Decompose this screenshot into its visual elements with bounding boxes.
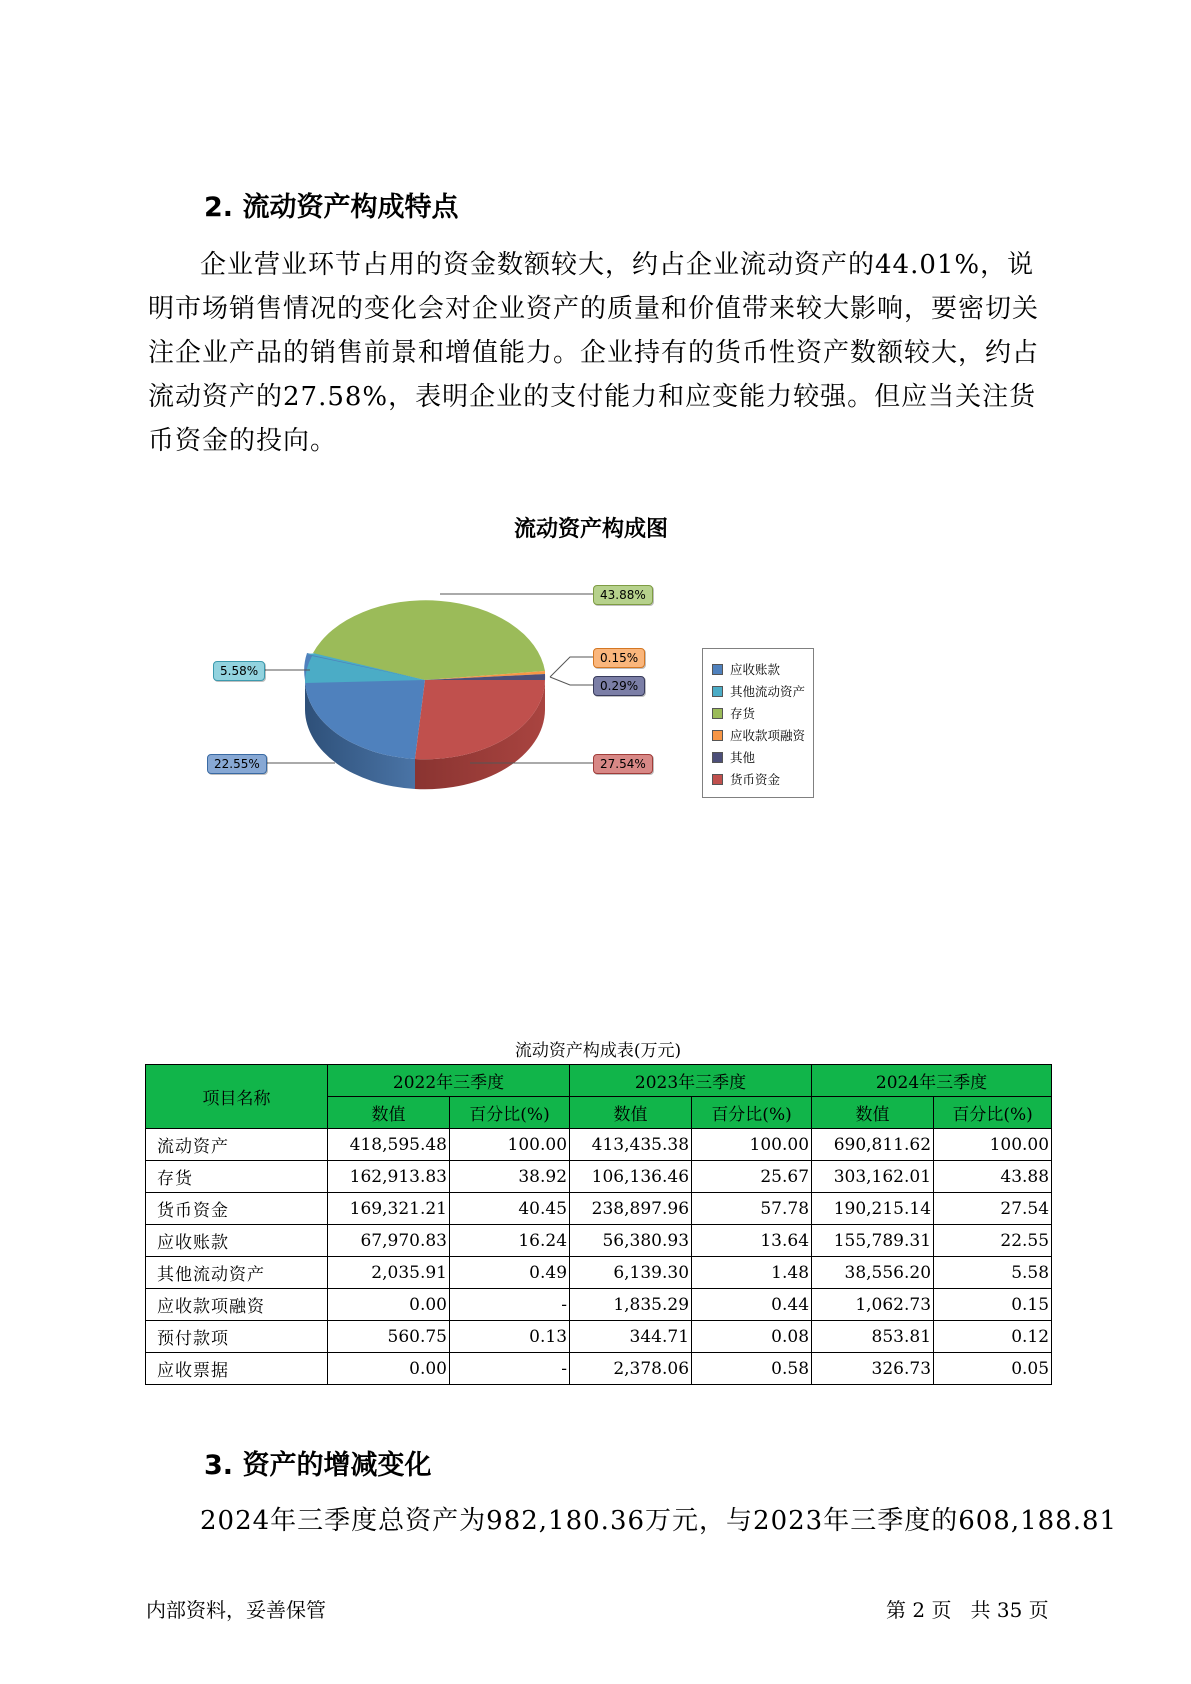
cell-percent: 27.54 <box>934 1193 1052 1225</box>
cell-percent: 100.00 <box>692 1129 812 1161</box>
table-row <box>146 1321 1052 1353</box>
cell-value: 0.00 <box>328 1353 450 1385</box>
data-label-receivables: 22.55% <box>207 754 267 774</box>
cell-percent: 5.58 <box>934 1257 1052 1289</box>
chart-legend <box>702 648 814 798</box>
page-number: 第 2 页 共 35 页 <box>886 1598 1049 1622</box>
legend-label: 存货 <box>730 706 756 721</box>
legend-item <box>712 768 813 790</box>
subheader-value: 数值 <box>812 1097 934 1129</box>
legend-label: 其他流动资产 <box>730 684 806 699</box>
cell-value: 155,789.31 <box>812 1225 934 1257</box>
row-name: 应收款项融资 <box>146 1289 328 1321</box>
row-name: 应收票据 <box>146 1353 328 1385</box>
cell-value: 560.75 <box>328 1321 450 1353</box>
cell-percent: 0.08 <box>692 1321 812 1353</box>
section-heading: 3. 资产的增减变化 <box>204 1450 432 1481</box>
legend-swatch <box>712 730 723 741</box>
row-name: 预付款项 <box>146 1321 328 1353</box>
cell-value: 238,897.96 <box>570 1193 692 1225</box>
cell-percent: 22.55 <box>934 1225 1052 1257</box>
cell-value: 106,136.46 <box>570 1161 692 1193</box>
chart-title: 流动资产构成图 <box>514 517 669 542</box>
table-row <box>146 1161 1052 1193</box>
header-period: 2023年三季度 <box>570 1065 812 1097</box>
data-label-other-current: 5.58% <box>213 661 265 681</box>
legend-item <box>712 724 813 746</box>
table-caption: 流动资产构成表(万元) <box>514 1041 682 1061</box>
cell-percent: - <box>450 1289 570 1321</box>
subheader-value: 数值 <box>328 1097 450 1129</box>
table-row <box>146 1193 1052 1225</box>
cell-value: 162,913.83 <box>328 1161 450 1193</box>
legend-swatch <box>712 774 723 785</box>
cell-percent: 57.78 <box>692 1193 812 1225</box>
cell-percent: 16.24 <box>450 1225 570 1257</box>
cell-percent: 100.00 <box>450 1129 570 1161</box>
table-row <box>146 1289 1052 1321</box>
subheader-value: 数值 <box>570 1097 692 1129</box>
section-heading: 2. 流动资产构成特点 <box>204 192 459 223</box>
data-label-financing: 0.15% <box>593 648 645 668</box>
header-period: 2022年三季度 <box>328 1065 570 1097</box>
legend-item <box>712 702 813 724</box>
cell-percent: 38.92 <box>450 1161 570 1193</box>
leader-line-others <box>550 677 595 685</box>
legend-label: 应收账款 <box>730 662 781 677</box>
cell-percent: 0.58 <box>692 1353 812 1385</box>
cell-value: 853.81 <box>812 1321 934 1353</box>
current-assets-table <box>145 1064 1052 1385</box>
row-name: 存货 <box>146 1161 328 1193</box>
cell-percent: 0.05 <box>934 1353 1052 1385</box>
cell-percent: 0.12 <box>934 1321 1052 1353</box>
cell-value: 38,556.20 <box>812 1257 934 1289</box>
legend-item <box>712 746 813 768</box>
row-name: 货币资金 <box>146 1193 328 1225</box>
row-name: 其他流动资产 <box>146 1257 328 1289</box>
table-row <box>146 1257 1052 1289</box>
table-row <box>146 1225 1052 1257</box>
cell-value: 344.71 <box>570 1321 692 1353</box>
footer-note: 内部资料，妥善保管 <box>146 1598 326 1622</box>
cell-value: 2,035.91 <box>328 1257 450 1289</box>
cell-value: 326.73 <box>812 1353 934 1385</box>
cell-percent: 0.15 <box>934 1289 1052 1321</box>
cell-percent: - <box>450 1353 570 1385</box>
cell-value: 418,595.48 <box>328 1129 450 1161</box>
legend-label: 货币资金 <box>730 772 781 787</box>
cell-value: 169,321.21 <box>328 1193 450 1225</box>
cell-value: 2,378.06 <box>570 1353 692 1385</box>
header-item-name: 项目名称 <box>146 1065 328 1129</box>
legend-swatch <box>712 708 723 719</box>
cell-percent: 0.49 <box>450 1257 570 1289</box>
table-row <box>146 1129 1052 1161</box>
subheader-percent: 百分比(%) <box>934 1097 1052 1129</box>
legend-item <box>712 680 813 702</box>
paragraph-text: 企业营业环节占用的资金数额较大，约占企业流动资产的44.01%，说明市场销售情况的变化会对企业资产的质量和价值带来较大影响，要密切关注企业产品的销售前景和增值能力。企业持有的货币性资产数额较大，约占流动资产的27.58%，表明企业的支付能力和应变能力较强。但应当关注货币资金的投向。 <box>148 250 1040 456</box>
cell-percent: 40.45 <box>450 1193 570 1225</box>
legend-swatch <box>712 686 723 697</box>
subheader-percent: 百分比(%) <box>450 1097 570 1129</box>
cell-percent: 100.00 <box>934 1129 1052 1161</box>
header-period: 2024年三季度 <box>812 1065 1052 1097</box>
cell-value: 6,139.30 <box>570 1257 692 1289</box>
cell-value: 1,835.29 <box>570 1289 692 1321</box>
cell-percent: 13.64 <box>692 1225 812 1257</box>
cell-value: 303,162.01 <box>812 1161 934 1193</box>
legend-label: 其他 <box>730 750 756 765</box>
cell-percent: 0.13 <box>450 1321 570 1353</box>
cell-percent: 1.48 <box>692 1257 812 1289</box>
cell-value: 67,970.83 <box>328 1225 450 1257</box>
data-label-cash: 27.54% <box>593 754 653 774</box>
legend-swatch <box>712 664 723 675</box>
paragraph-text: 2024年三季度总资产为982,180.36万元，与2023年三季度的608,188.81 <box>200 1506 1118 1536</box>
cell-value: 413,435.38 <box>570 1129 692 1161</box>
cell-value: 690,811.62 <box>812 1129 934 1161</box>
subheader-percent: 百分比(%) <box>692 1097 812 1129</box>
section-paragraph <box>148 1499 1118 1543</box>
cell-value: 0.00 <box>328 1289 450 1321</box>
leader-line-financing <box>550 657 595 677</box>
data-label-others: 0.29% <box>593 676 645 696</box>
legend-label: 应收款项融资 <box>730 728 806 743</box>
data-label-inventory: 43.88% <box>593 585 653 605</box>
cell-percent: 43.88 <box>934 1161 1052 1193</box>
row-name: 应收账款 <box>146 1225 328 1257</box>
cell-value: 56,380.93 <box>570 1225 692 1257</box>
legend-swatch <box>712 752 723 763</box>
table-row <box>146 1353 1052 1385</box>
row-name: 流动资产 <box>146 1129 328 1161</box>
cell-value: 190,215.14 <box>812 1193 934 1225</box>
cell-percent: 25.67 <box>692 1161 812 1193</box>
legend-item <box>712 658 813 680</box>
cell-value: 1,062.73 <box>812 1289 934 1321</box>
cell-percent: 0.44 <box>692 1289 812 1321</box>
